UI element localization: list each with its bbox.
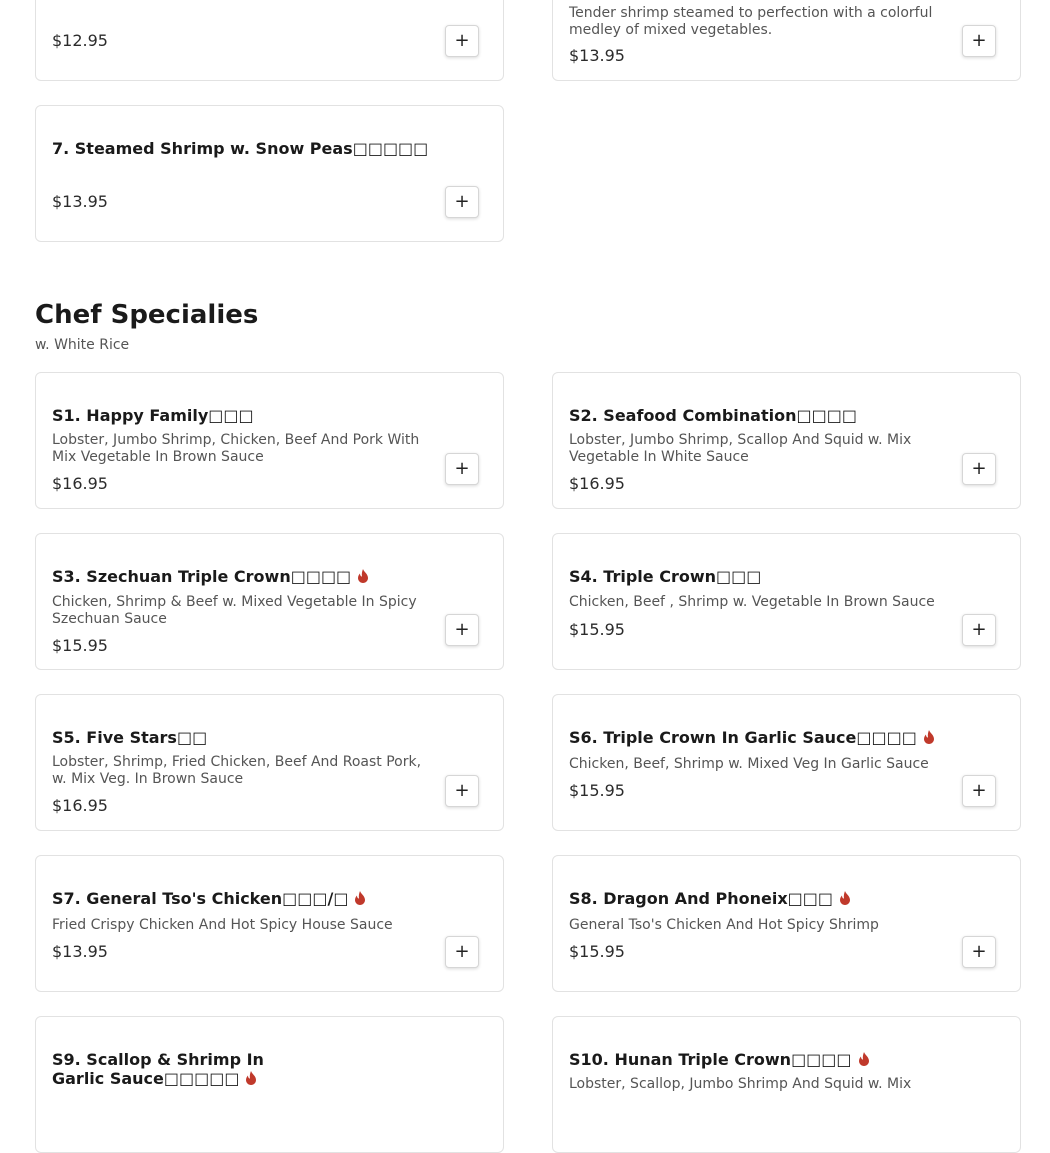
flame-icon	[839, 891, 851, 905]
item-price: $16.95	[569, 474, 625, 493]
plus-icon: +	[454, 780, 470, 801]
item-name: S5. Five Stars□□	[52, 728, 208, 747]
plus-icon: +	[971, 780, 987, 801]
item-name: S8. Dragon And Phoneix□□□	[569, 889, 851, 908]
item-cjk-name: □□□□□	[352, 139, 429, 158]
item-name: S9. Scallop & Shrimp In Garlic Sauce□□□□□	[52, 1050, 264, 1088]
plus-icon: +	[454, 30, 470, 51]
item-description: Tender shrimp steamed to perfection with a colorful medley of mixed vegetables.	[569, 5, 933, 38]
item-description: Fried Crispy Chicken And Hot Spicy House Sauce	[52, 917, 393, 933]
menu-item-card[interactable]	[35, 105, 504, 242]
menu-item-card[interactable]	[552, 855, 1021, 992]
menu-item-card[interactable]	[35, 855, 504, 992]
menu-item-card[interactable]	[35, 1016, 504, 1153]
item-name: S6. Triple Crown In Garlic Sauce□□□□	[569, 728, 935, 747]
plus-icon: +	[971, 941, 987, 962]
item-price: $15.95	[569, 942, 625, 961]
add-to-cart-button[interactable]	[445, 186, 479, 218]
plus-icon: +	[971, 619, 987, 640]
menu-item-card[interactable]	[35, 372, 504, 509]
item-price: $15.95	[569, 620, 625, 639]
item-name: S2. Seafood Combination□□□□	[569, 406, 857, 425]
item-price: $15.95	[569, 781, 625, 800]
item-description: Chicken, Shrimp & Beef w. Mixed Vegetable In Spicy Szechuan Sauce	[52, 594, 417, 627]
plus-icon: +	[971, 458, 987, 479]
add-to-cart-button[interactable]	[445, 936, 479, 968]
menu-item-card[interactable]	[552, 533, 1021, 670]
item-name: S1. Happy Family□□□	[52, 406, 254, 425]
add-to-cart-button[interactable]	[962, 614, 996, 646]
add-to-cart-button[interactable]	[962, 936, 996, 968]
item-price: $12.95	[52, 31, 108, 50]
flame-icon	[858, 1052, 870, 1066]
item-name: 7. Steamed Shrimp w. Snow Peas□□□□□	[52, 139, 429, 158]
item-name: S10. Hunan Triple Crown□□□□	[569, 1050, 870, 1069]
section-title: Chef Specialies	[35, 300, 259, 330]
add-to-cart-button[interactable]	[962, 453, 996, 485]
plus-icon: +	[454, 619, 470, 640]
plus-icon: +	[454, 191, 470, 212]
flame-icon	[923, 730, 935, 744]
item-price: $13.95	[569, 46, 625, 65]
item-description: Lobster, Jumbo Shrimp, Chicken, Beef And Pork With Mix Vegetable In Brown Sauce	[52, 432, 420, 465]
add-to-cart-button[interactable]	[445, 775, 479, 807]
menu-item-card[interactable]	[35, 0, 504, 81]
menu-item-card[interactable]	[35, 533, 504, 670]
item-name: S3. Szechuan Triple Crown□□□□	[52, 567, 369, 586]
item-description: Chicken, Beef, Shrimp w. Mixed Veg In Garlic Sauce	[569, 756, 929, 772]
item-price: $16.95	[52, 474, 108, 493]
plus-icon: +	[971, 30, 987, 51]
item-price: $16.95	[52, 796, 108, 815]
menu-item-card[interactable]	[552, 0, 1021, 81]
item-description: Lobster, Shrimp, Fried Chicken, Beef And Roast Pork, w. Mix Veg. In Brown Sauce	[52, 754, 422, 787]
add-to-cart-button[interactable]	[445, 614, 479, 646]
item-price: $13.95	[52, 192, 108, 211]
plus-icon: +	[454, 941, 470, 962]
add-to-cart-button[interactable]	[962, 25, 996, 57]
item-name: S7. General Tso's Chicken□□□/□	[52, 889, 366, 908]
item-description: Lobster, Jumbo Shrimp, Scallop And Squid w. Mix Vegetable In White Sauce	[569, 432, 912, 465]
section-subtitle: w. White Rice	[35, 337, 130, 353]
item-price: $15.95	[52, 636, 108, 655]
add-to-cart-button[interactable]	[445, 453, 479, 485]
flame-icon	[357, 569, 369, 583]
flame-icon	[354, 891, 366, 905]
menu-item-card[interactable]	[552, 694, 1021, 831]
add-to-cart-button[interactable]	[962, 775, 996, 807]
menu-item-card[interactable]	[35, 694, 504, 831]
item-name: S4. Triple Crown□□□	[569, 567, 762, 586]
item-price: $13.95	[52, 942, 108, 961]
menu-item-card[interactable]	[552, 372, 1021, 509]
menu-item-card[interactable]	[552, 1016, 1021, 1153]
flame-icon	[245, 1071, 257, 1085]
plus-icon: +	[454, 458, 470, 479]
item-description: Chicken, Beef , Shrimp w. Vegetable In Brown Sauce	[569, 594, 935, 610]
item-description: Lobster, Scallop, Jumbo Shrimp And Squid w. Mix	[569, 1076, 912, 1092]
add-to-cart-button[interactable]	[445, 25, 479, 57]
item-description: General Tso's Chicken And Hot Spicy Shrimp	[569, 917, 879, 933]
